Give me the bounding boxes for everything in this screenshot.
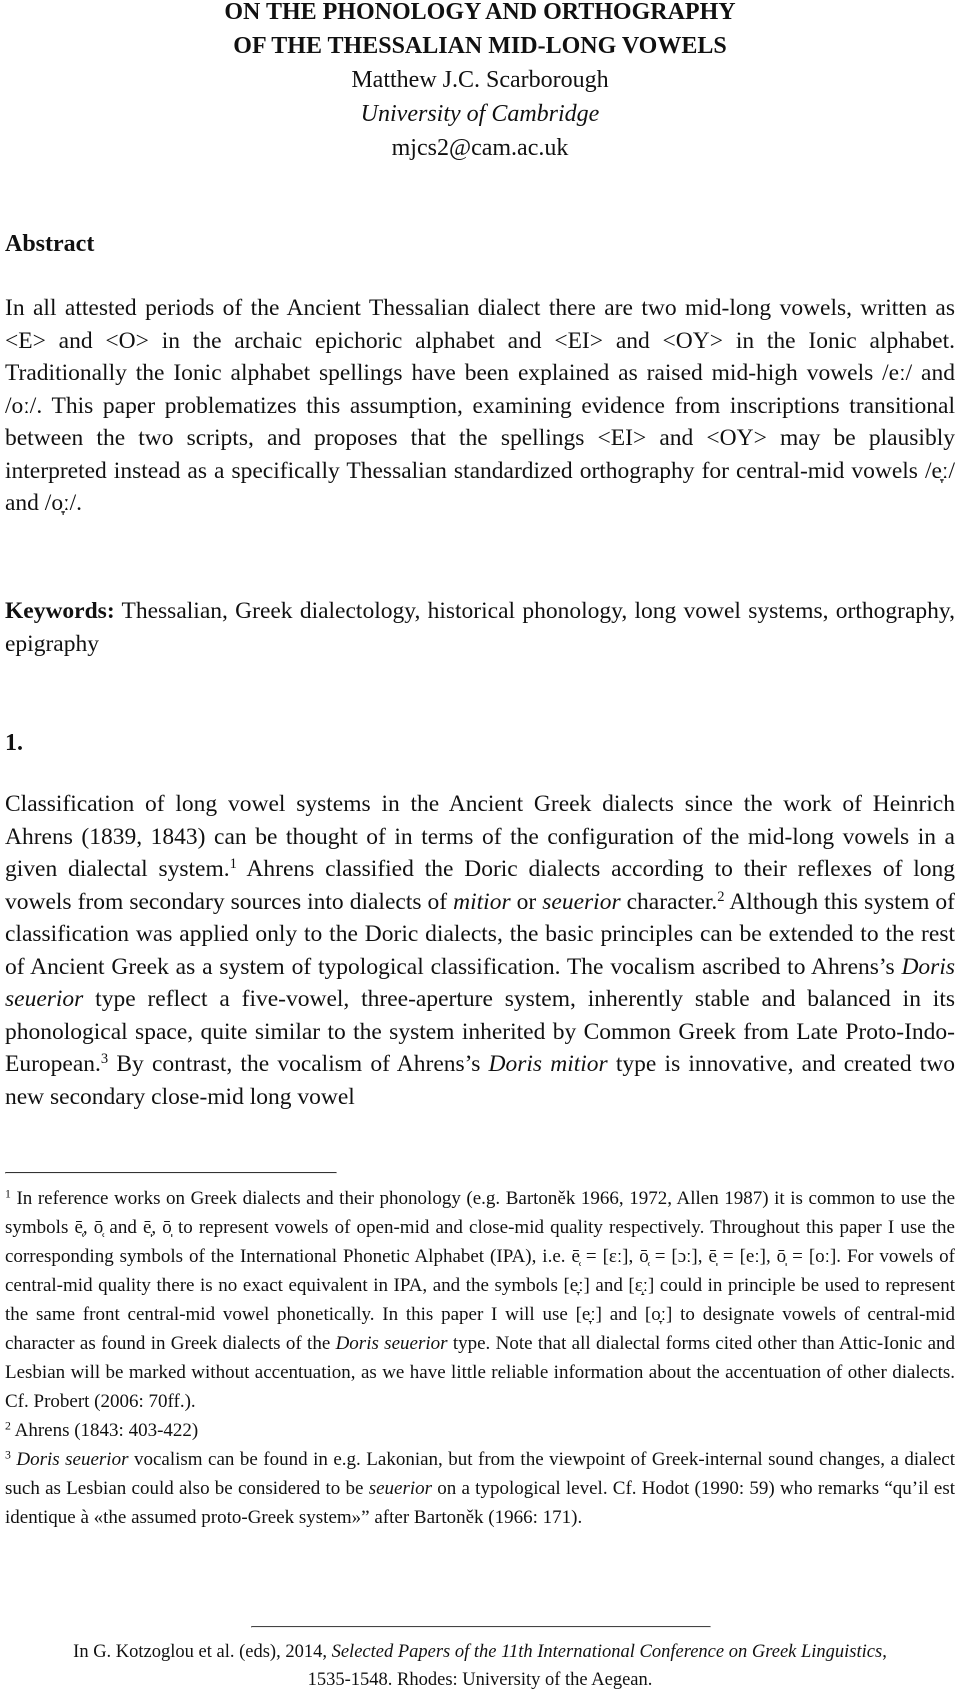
- footnote-text: type. Note that all dialectal forms cited other than Attic-Ionic and Lesbian will be marked without accentuation, as we have little reliable information about the accentuation of other dialects. Cf. Probert (2006: 70ff.).: [5, 1333, 955, 1412]
- term-mitior: mitior: [453, 888, 511, 915]
- footnote-text: Ahrens (1843: 403-422): [10, 1420, 199, 1441]
- footnote-ref-2[interactable]: 2: [717, 888, 725, 905]
- citation-line-1: [5, 1638, 955, 1666]
- paragraph-text: or: [510, 888, 543, 915]
- paragraph-text: type reflect a five-vowel, three-aperture system, inherently stable and balanced in its phonological space, quite similar to the system inherited by Common Greek from Late Proto-Indo-European.: [5, 986, 955, 1077]
- author-name: Matthew J.C. Scarborough: [351, 67, 609, 93]
- keywords-label: Keywords:: [5, 598, 115, 624]
- section-1-heading: 1.: [5, 730, 23, 756]
- paragraph-text: character.: [620, 888, 718, 915]
- citation-text: In G. Kotzoglou et al. (eds), 2014,: [73, 1642, 332, 1662]
- paragraph-text: type is innovative, and created two new secondary close-mid long vowel: [5, 1051, 956, 1110]
- footnote-text: vocalism can be found in e.g. Lakonian, but from the viewpoint of Greek-internal sound changes, a dialect such as Lesbian could also be considered to be: [5, 1449, 956, 1499]
- term-doris-seuerior: Doris seuerior: [16, 1449, 129, 1470]
- paper-title-line-2: OF THE THESSALIAN MID-LONG VOWELS: [233, 33, 727, 59]
- footnote-number: 1: [5, 1187, 11, 1201]
- keywords-list: Thessalian, Greek dialectology, historical phonology, long vowel systems, orthography, epigraphy: [5, 598, 955, 657]
- term-doris-mitior: Doris mitior: [488, 1051, 608, 1077]
- section-1-paragraph: [5, 788, 955, 1113]
- keywords-line: [5, 595, 955, 660]
- footnote-number: 2: [5, 1419, 11, 1433]
- term-seuerior: seuerior: [368, 1478, 433, 1499]
- footnote-2: [5, 1416, 955, 1445]
- term-doris-seuerior: Doris seuerior: [335, 1333, 448, 1354]
- paragraph-text: Classification of long vowel systems in the Ancient Greek dialects since the work of Heinrich Ahrens (1839, 1843) can be thought of in terms of the configuration of the mid-long vowels in a given dialectal system.: [5, 791, 955, 882]
- page-footer: [5, 1638, 955, 1694]
- paragraph-text: Although this system of classification was applied only to the Doric dialects, the basic principles can be extended to the rest of Ancient Greek as a system of typological classification. The vocalism ascribed to Ahrens’s: [5, 888, 956, 980]
- footnote-separator: [5, 1172, 337, 1174]
- author-affiliation: University of Cambridge: [360, 101, 600, 127]
- abstract-text: In all attested periods of the Ancient Thessalian dialect there are two mid-long vowels, written as <E> and <O> in the archaic epichoric alphabet and <EI> and <OY> in the Ionic alphabet. Traditionally the Ionic alphabet spellings have been explained as raised mid-high vowels /eː/ and /oː/. This paper problematizes this assumption, examining evidence from inscriptions transitional between the two scripts, and proposes that the spellings <EI> and <OY> may be plausibly interpreted instead as a specifically Thessalian standardized orthography for central-mid vowels /e̞ː/ and /o̞ː/.: [5, 295, 955, 516]
- paper-header: [5, 0, 955, 165]
- footnote-1: [5, 1184, 955, 1416]
- footnote-text: In reference works on Greek dialects and their phonology (e.g. Bartoněk 1966, 1972, Allen 1987) it is common to use the symbols ē̜, ō̜ and ē̩, ō̩ to represent vowels of open-mid and close-mid quality respectively. Throughout this paper I use the corresponding symbols of the International Phonetic Alphabet (IPA), i.e. ē̜ = [ɛː], ō̜ = [ɔː], ē̩ = [eː], ō̩ = [oː]. For vowels of central-mid quality there is no exact equivalent in IPA, and the symbols [e̞ː] and [ɛ̝ː] could in principle be used to represent the same front central-mid vowel phonetically. In this paper I will use [e̞ː] and [o̞ː] to designate vowels of central-mid character as found in Greek dialects of the: [5, 1188, 955, 1354]
- footnotes: [5, 1184, 955, 1532]
- footnote-3: [5, 1445, 955, 1532]
- proceedings-title: Selected Papers of the 11th International Conference on Greek Linguistics: [331, 1642, 883, 1662]
- author-email[interactable]: mjcs2@cam.ac.uk: [391, 135, 569, 161]
- term-seuerior: seuerior: [542, 888, 621, 915]
- citation-line-2: 1535-1548. Rhodes: University of the Aegean.: [307, 1670, 653, 1690]
- term-doris-seuerior: Doris seuerior: [5, 953, 955, 1012]
- paper-title-line-1: ON THE PHONOLOGY AND ORTHOGRAPHY: [224, 0, 736, 25]
- footnote-ref-3[interactable]: 3: [100, 1051, 109, 1067]
- abstract-heading: Abstract: [5, 231, 95, 257]
- paragraph-text: Ahrens classified the Doric dialects according to their reflexes of long vowels from secondary sources into dialects of: [5, 856, 955, 915]
- footnote-text: on a typological level. Cf. Hodot (1990: 59) who remarks “qu’il est identique à «the assumed proto-Greek system»” after Bartoněk (1966: 171).: [5, 1478, 955, 1528]
- paragraph-text: By contrast, the vocalism of Ahrens’s: [108, 1051, 489, 1077]
- footnote-number: 3: [5, 1448, 11, 1462]
- page-footer-separator: [251, 1626, 711, 1628]
- citation-text: ,: [882, 1642, 887, 1662]
- footnote-ref-1[interactable]: 1: [229, 856, 237, 872]
